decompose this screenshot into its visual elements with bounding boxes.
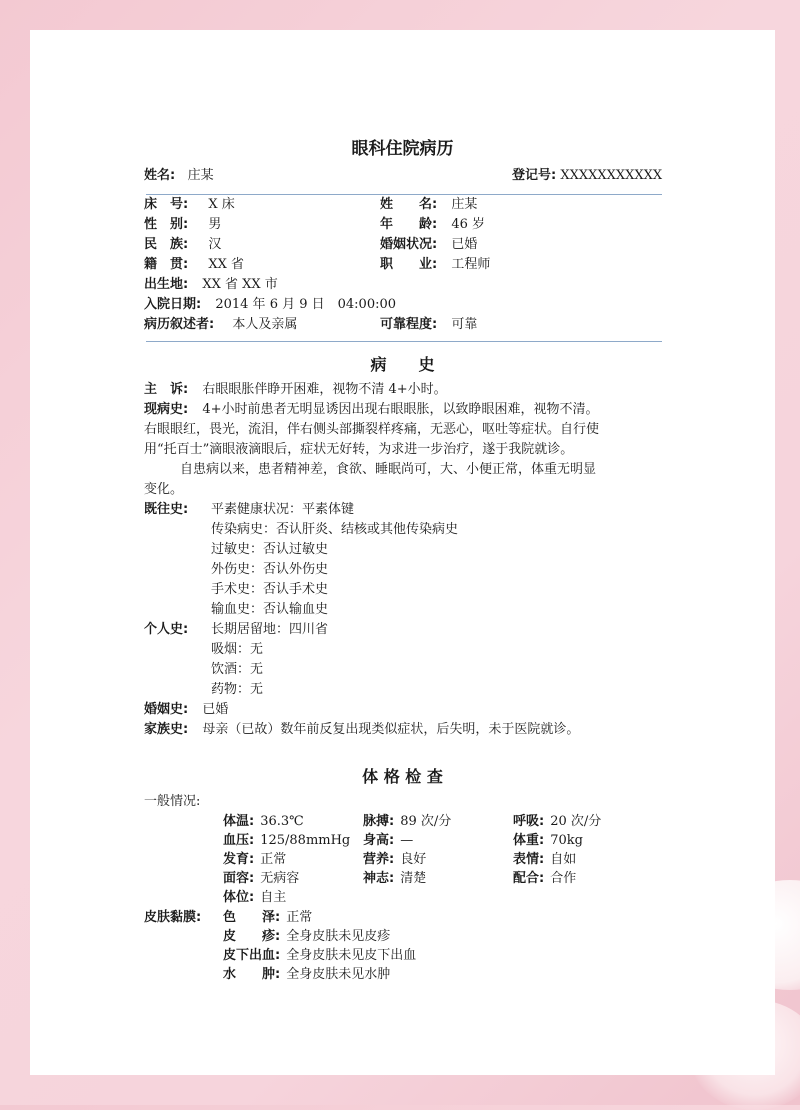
- vital-sign-field: 神志: 清楚: [363, 871, 427, 886]
- skin-finding-field: 皮 疹: 全身皮肤未见皮疹: [223, 929, 391, 944]
- past-history-item: 传染病史：否认肝炎、结核或其他传染病史: [211, 522, 459, 537]
- vital-sign-field: 发育: 正常: [223, 852, 287, 867]
- personal-history-label: 个人史:: [144, 622, 189, 637]
- name-field: 姓 名: 庄某: [380, 197, 478, 212]
- narrator-field: 病历叙述者: 本人及亲属: [144, 317, 298, 332]
- skin-finding-field: 皮下出血: 全身皮肤未见皮下出血: [223, 948, 417, 963]
- past-history-item: 输血史：否认输血史: [211, 602, 329, 617]
- vital-sign-field: 体位: 自主: [223, 890, 287, 905]
- skin-finding-field: 水 肿: 全身皮肤未见水肿: [223, 967, 391, 982]
- marital-field: 婚姻状况: 已婚: [380, 237, 478, 252]
- marriage-history: 婚姻史: 已婚: [144, 702, 229, 717]
- present-illness-line: 现病史: 4+小时前患者无明显诱因出现右眼眼胀，以致睁眼困难，视物不清。: [144, 402, 599, 417]
- chief-complaint: 主 诉: 右眼眼胀伴睁开困难，视物不清 4+小时。: [144, 382, 447, 397]
- divider: [146, 194, 662, 195]
- vital-sign-field: 体重: 70kg: [513, 833, 583, 848]
- vital-sign-field: 血压: 125/88mmHg: [223, 833, 351, 848]
- reliability-field: 可靠程度: 可靠: [380, 317, 478, 332]
- vital-sign-field: 配合: 合作: [513, 871, 577, 886]
- past-history-label: 既往史:: [144, 502, 189, 517]
- vital-sign-field: 营养: 良好: [363, 852, 427, 867]
- present-illness-line: 变化。: [144, 482, 184, 497]
- medical-record: [30, 30, 775, 1075]
- general-condition-label: 一般情况:: [144, 794, 201, 809]
- native-field: 籍 贯: XX 省: [144, 257, 244, 272]
- reg-value: XXXXXXXXXXX: [560, 168, 663, 183]
- past-history-item: 平素健康状况：平素体键: [211, 502, 355, 517]
- divider: [146, 341, 662, 342]
- sex-field: 性 别: 男: [144, 217, 222, 232]
- ethnic-field: 民 族: 汉: [144, 237, 222, 252]
- personal-history-item: 药物：无: [211, 682, 264, 697]
- history-heading: 病 史: [370, 355, 435, 374]
- age-field: 年 龄: 46 岁: [380, 217, 486, 232]
- personal-history-item: 饮酒：无: [211, 662, 264, 677]
- vital-sign-field: 面容: 无病容: [223, 871, 300, 886]
- present-illness-line: 右眼眼红，畏光，流泪，伴右侧头部撕裂样疼痛，无恶心，呕吐等症状。自行使: [144, 422, 600, 437]
- job-field: 职 业: 工程师: [380, 257, 491, 272]
- name-value: 庄某: [187, 168, 214, 183]
- exam-heading: 体 格 检 查: [362, 767, 443, 786]
- patient-name-header: [144, 164, 214, 183]
- skin-finding-field: 色 泽: 正常: [223, 910, 313, 925]
- birthplace-field: 出生地: XX 省 XX 市: [144, 277, 278, 292]
- document-page: [30, 30, 775, 1075]
- vital-sign-field: 呼吸: 20 次/分: [513, 814, 602, 829]
- vital-sign-field: 体温: 36.3℃: [223, 814, 304, 829]
- past-history-item: 过敏史：否认过敏史: [211, 542, 329, 557]
- admission-date-field: 入院日期: 2014 年 6 月 9 日 04:00:00: [144, 297, 397, 312]
- reg-label: 登记号:: [512, 168, 557, 183]
- personal-history-item: 吸烟：无: [211, 642, 264, 657]
- past-history-item: 手术史：否认手术史: [211, 582, 329, 597]
- document-title: 眼科住院病历: [351, 139, 454, 159]
- vital-sign-field: 表情: 自如: [513, 852, 577, 867]
- skin-mucosa-label: 皮肤黏膜:: [144, 910, 202, 925]
- personal-history-item: 长期居留地：四川省: [211, 622, 329, 637]
- past-history-item: 外伤史：否认外伤史: [211, 562, 329, 577]
- vital-sign-field: 脉搏: 89 次/分: [363, 814, 452, 829]
- registration-number-header: [512, 164, 662, 183]
- present-illness-line: 用“托百士”滴眼液滴眼后，症状无好转，为求进一步治疗，遂于我院就诊。: [144, 442, 574, 457]
- bed-field: 床 号: X 床: [144, 197, 235, 212]
- family-history: 家族史: 母亲（已故）数年前反复出现类似症状，后失明，未于医院就诊。: [144, 722, 580, 737]
- name-label: 姓名:: [144, 168, 176, 183]
- vital-sign-field: 身高: —: [363, 833, 414, 848]
- present-illness-line: 自患病以来，患者精神差，食欲、睡眠尚可，大、小便正常，体重无明显: [180, 462, 597, 477]
